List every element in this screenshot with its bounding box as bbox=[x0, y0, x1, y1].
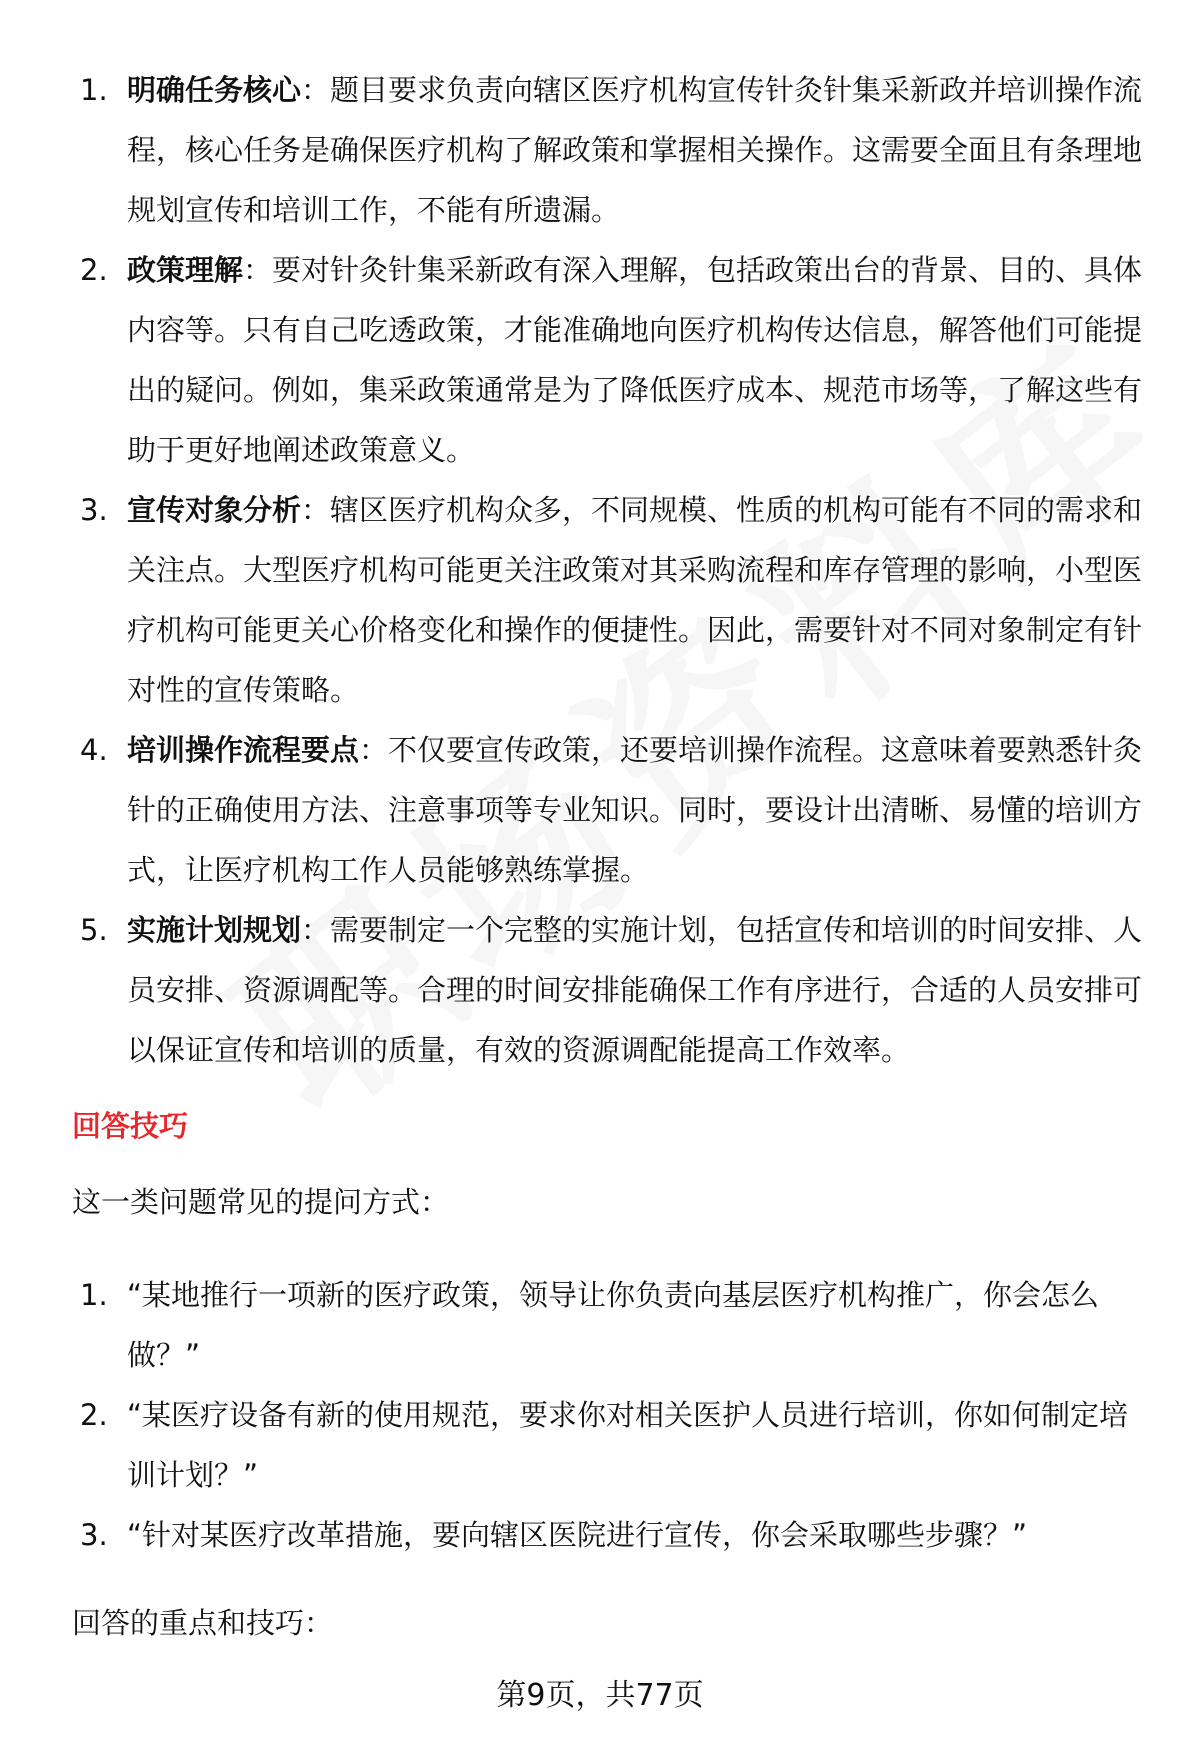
intro-paragraph: 这一类问题常见的提问方式： bbox=[72, 1185, 450, 1219]
list-term: 政策理解 bbox=[127, 253, 244, 287]
list-term: 实施计划规划 bbox=[127, 913, 302, 947]
list-item bbox=[0, 240, 1200, 480]
section-heading: 回答技巧 bbox=[72, 1109, 189, 1143]
list-text: “某地推行一项新的医疗政策，领导让你负责向基层医疗机构推广，你会怎么做？” bbox=[127, 1278, 1100, 1372]
list-text: ：辖区医疗机构众多，不同规模、性质的机构可能有不同的需求和关注点。大型医疗机构可能更关注政策对其采购流程和库存管理的影响，小型医疗机构可能更关心价格变化和操作的便捷性。因此，需要针对不同对象制定有针对性的宣传策略。 bbox=[127, 493, 1143, 707]
list-text: ：需要制定一个完整的实施计划，包括宣传和培训的时间安排、人员安排、资源调配等。合理的时间安排能确保工作有序进行，合适的人员安排可以保证宣传和培训的质量，有效的资源调配能提高工作效率。 bbox=[127, 913, 1143, 1067]
list-item bbox=[0, 1265, 1200, 1385]
list-term: 培训操作流程要点 bbox=[127, 733, 360, 767]
list-number: 5. bbox=[80, 913, 108, 947]
list-term: 宣传对象分析 bbox=[127, 493, 302, 527]
list-number: 3. bbox=[80, 1518, 108, 1552]
list-number: 1. bbox=[80, 1278, 108, 1312]
list-item bbox=[0, 1505, 1200, 1565]
list-item bbox=[0, 60, 1200, 240]
list-item bbox=[0, 900, 1200, 1080]
key-points-paragraph: 回答的重点和技巧： bbox=[72, 1606, 334, 1640]
list-term: 明确任务核心 bbox=[127, 73, 302, 107]
list-text: “某医疗设备有新的使用规范，要求你对相关医护人员进行培训，你如何制定培训计划？” bbox=[127, 1398, 1129, 1492]
list-text: ：题目要求负责向辖区医疗机构宣传针灸针集采新政并培训操作流程，核心任务是确保医疗机构了解政策和掌握相关操作。这需要全面且有条理地规划宣传和培训工作，不能有所遗漏。 bbox=[127, 73, 1143, 227]
list-text: ：不仅要宣传政策，还要培训操作流程。这意味着要熟悉针灸针的正确使用方法、注意事项等专业知识。同时，要设计出清晰、易懂的培训方式，让医疗机构工作人员能够熟练掌握。 bbox=[127, 733, 1143, 887]
list-text: “针对某医疗改革措施，要向辖区医院进行宣传，你会采取哪些步骤？” bbox=[127, 1518, 1028, 1552]
list-number: 1. bbox=[80, 73, 108, 107]
list-text: ：要对针灸针集采新政有深入理解，包括政策出台的背景、目的、具体内容等。只有自己吃透政策，才能准确地向医疗机构传达信息，解答他们可能提出的疑问。例如，集采政策通常是为了降低医疗成本、规范市场等，了解这些有助于更好地阐述政策意义。 bbox=[127, 253, 1143, 467]
list-number: 2. bbox=[80, 1398, 108, 1432]
question-list bbox=[0, 1265, 1200, 1565]
list-item bbox=[0, 1385, 1200, 1505]
list-item bbox=[0, 720, 1200, 900]
list-number: 2. bbox=[80, 253, 108, 287]
list-number: 4. bbox=[80, 733, 108, 767]
page-footer: 第9页，共77页 bbox=[496, 1678, 704, 1713]
list-number: 3. bbox=[80, 493, 108, 527]
list-item bbox=[0, 480, 1200, 720]
analysis-list bbox=[0, 60, 1200, 1080]
